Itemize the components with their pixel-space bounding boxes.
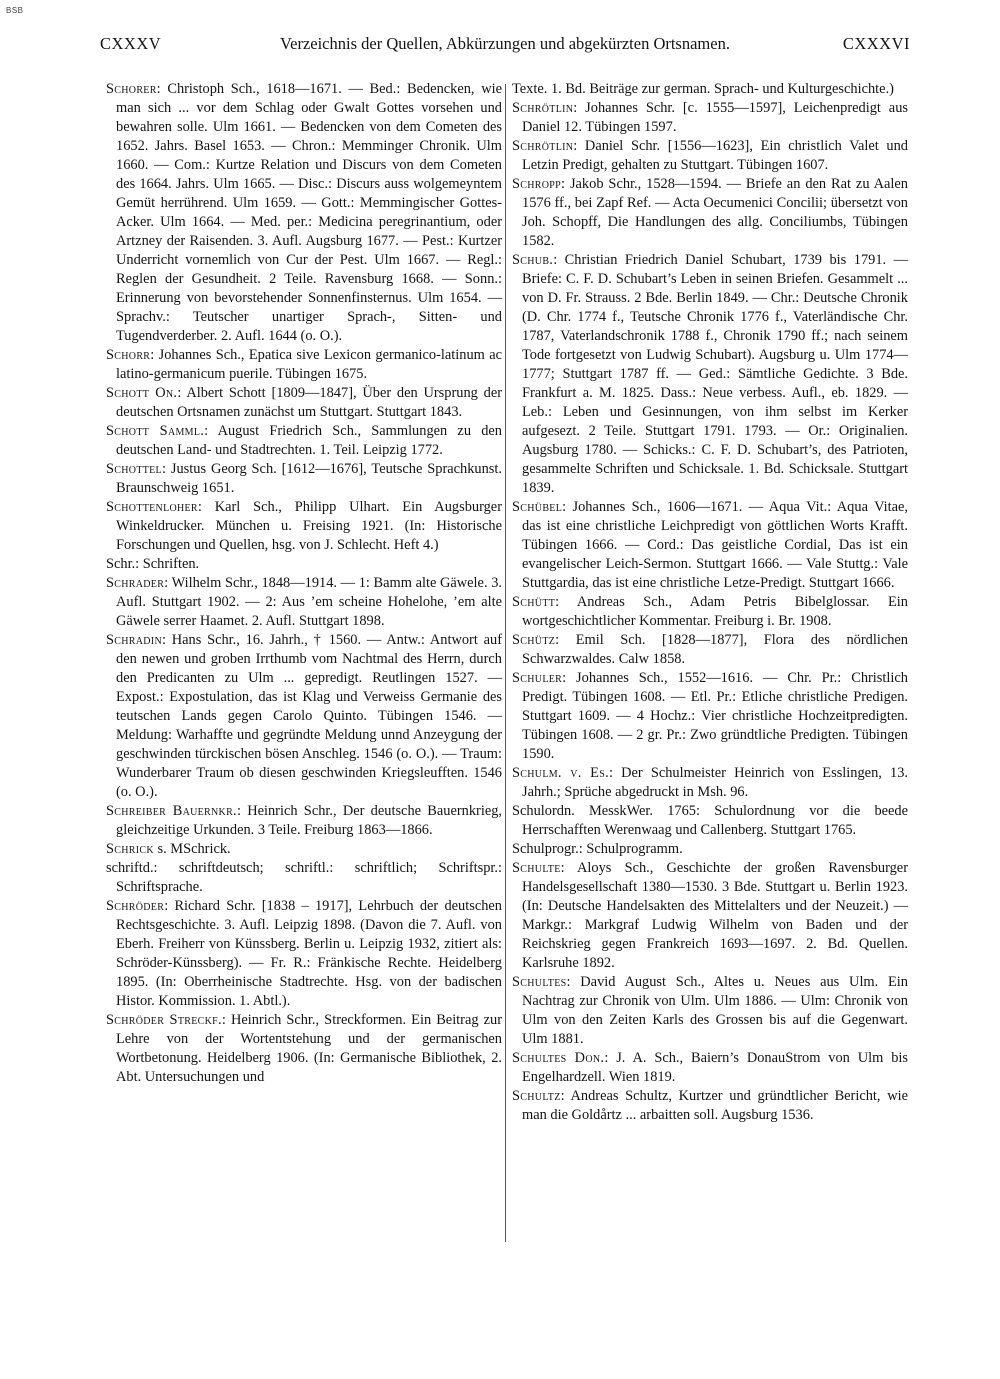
entry-text: : August Friedrich Sch., Sammlungen zu den deutschen Land- und Stadtrechten. 1. Teil. Leipzig 1772. [116,423,503,458]
bibliography-entry [106,840,502,859]
entry-abbreviation: Schrötlin [512,138,574,154]
column-divider [505,84,506,1242]
bibliography-entry [512,631,908,669]
entry-text: : Andreas Schultz, Kurtzer und gründtlicher Bericht, wie man die Goldårtz ... arbaitten soll. Augsburg 1536. [522,1088,908,1123]
bibliography-entry [512,137,908,175]
entry-text: : Johannes Schr. [c. 1555—1597], Leichenpredigt aus Daniel 12. Tübingen 1597. [522,100,908,135]
entry-text: : Justus Georg Sch. [1612—1676], Teutsche Sprachkunst. Braunschweig 1651. [116,461,502,496]
entry-text: : Wilhelm Schr., 1848—1914. — 1: Bamm alte Gäwele. 3. Aufl. Stuttgart 1902. — 2: Aus ’em scheine Hohelohe, ’em alte Gäwele serrer Haamet. 2. Aufl. Stuttgart 1898. [116,575,502,629]
bibliography-entry [106,802,502,840]
entry-text: : Christoph Sch., 1618—1671. — Bed.: Bedencken, wie man sich ... vor dem Schlag oder Gwalt Gottes vorsehen und bewahren solle. Ulm 1661. — Bedencken von dem Cometen des 1652. Jahrs. Basel 1653. — Chron.: Memminger Chronik. Ulm 1660. — Com.: Kurtze Relation und Discurs von dem Cometen des 1664. Jahrs. Ulm 1665. — Disc.: Discurs auss wolgemeyntem Gemüt herrührend. Ulm 1659. — Gott.: Memmingischer Gottes-Acker. Ulm 1664. — Med. per.: Medicina peregrinantium, oder Artzney der Raisenden. 3. Aufl. Augsburg 1677. — Pest.: Kurtzer Underricht vornemlich von Cur der Pest. Ulm 1667. — Regl.: Reglen der Gesundheit. 2 Teile. Ravensburg 1668. — Sonn.: Erinnerung von bevorstehender Sonnenfinsternus. Ulm 1654. — Sprachv.: Teutscher unartiger Sprach-, Sitten- und Tugendverderber. 2. Aufl. 1644 (o. O.). [116,81,502,344]
bibliography-entry [512,175,908,251]
entry-text: schriftd.: schriftdeutsch; schriftl.: schriftlich; Schriftspr.: Schriftsprache. [106,860,502,895]
entry-text: : Emil Sch. [1828—1877], Flora des nördlichen Schwarzwaldes. Calw 1858. [522,632,908,667]
entry-abbreviation: Schröder [106,898,165,914]
entry-text: : Daniel Schr. [1556—1623], Ein christlich Valet und Letzin Predigt, gehalten zu Stuttgart. Tübingen 1607. [522,138,908,173]
entry-abbreviation: Schuler [512,670,563,686]
bibliography-entry [512,764,908,802]
page-number-left: CXXXV [100,34,162,53]
entry-text: : Karl Sch., Philipp Ulhart. Ein Augsburger Winkeldrucker. München u. Freising 1921. (In: Historische Forschungen und Quellen, hsg. von J. Schlecht. Heft 4.) [116,499,502,553]
bibliography-entry [106,555,502,574]
bibliography-entry [106,574,502,631]
entry-text: : Heinrich Schr., Der deutsche Bauernkrieg, gleichzeitige Urkunden. 3 Teile. Freiburg 1863—1866. [116,803,502,838]
entry-abbreviation: Schropp [512,176,562,192]
left-column [106,80,502,1087]
entry-abbreviation: Schulte [512,860,561,876]
bibliography-entry [512,859,908,973]
entry-text: : David August Sch., Altes u. Neues aus Ulm. Ein Nachtrag zur Chronik von Ulm. Ulm 1886. — Ulm: Chronik von Ulm von den Zeiten Karls des Grossen bis auf die Gegenwart. Ulm 1881. [522,974,908,1047]
page-number-right: CXXXVI [842,34,910,53]
bibliography-entry [106,498,502,555]
bibliography-entry [512,840,908,859]
entry-text: : Heinrich Schr., Streckformen. Ein Beitrag zur Lehre von der Wortentstehung und der germanischen Wortbetonung. Heidelberg 1906. (In: Germanische Bibliothek, 2. Abt. Untersuchungen und [116,1012,502,1085]
entry-text: : Albert Schott [1809—1847], Über den Ursprung der deutschen Ortsnamen zunächst um Stuttgart. Stuttgart 1843. [116,385,502,420]
entry-text: Schr.: Schriften. [106,556,200,572]
bibliography-entry [512,1087,908,1125]
entry-text: : Johannes Sch., 1606—1671. — Aqua Vit.: Aqua Vitae, das ist eine christliche Leichpredigt von göttlichen Worts Krafft. Tübingen 1666. — Cord.: Das geistliche Cordial, Das ist ein evangelischer Leich-Sermon. Stuttgart 1666. — Vale Stuttg.: Vale Stuttgardia, das ist eine christliche Letze-Predigt. Stuttgart 1666. [522,499,908,591]
bibliography-entry [106,859,502,897]
bibliography-entry [106,631,502,802]
entry-abbreviation: Schrötlin [512,100,574,116]
entry-abbreviation: Schorr [106,347,151,363]
bibliography-entry [512,973,908,1049]
library-stamp: BSB [6,6,24,15]
entry-abbreviation: Schub. [512,252,554,268]
entry-text: : Jakob Schr., 1528—1594. — Briefe an den Rat zu Aalen 1576 ff., bei Zapf Ref. — Acta Oecumenici Concilii; übersetzt von Joh. Schopff, Die Handlungen des allg. Conciliumbs, Tübingen 1582. [522,176,908,249]
bibliography-entry [106,384,502,422]
bibliography-entry [512,80,908,99]
entry-abbreviation: Schradin [106,632,162,648]
right-column [512,80,908,1125]
entry-text: : Der Schulmeister Heinrich von Esslingen, 13. Jahrh.; Sprüche abgedruckt in Msh. 96. [522,765,908,800]
entry-text: Schulordn. MesskWer. 1765: Schulordnung vor die beede Herrschafften Werenwaag und Callenberg. Stuttgart 1765. [512,803,908,838]
entry-abbreviation: Schübel [512,499,563,515]
entry-abbreviation: Schütz [512,632,556,648]
entry-text: : Richard Schr. [1838 – 1917], Lehrbuch der deutschen Rechtsgeschichte. 3. Aufl. Leipzig 1898. (Davon die 7. Aufl. von Eberh. Freiherr von Künssberg. Berlin u. Leipzig 1932, zitiert als: Schröder-Künssberg). — Fr. R.: Fränkische Rechte. Heidelberg 1895. (In: Oberrheinische Stadtrechte. Hsg. von der badischen Histor. Kommission. 1. Abtl.). [116,898,502,1009]
entry-abbreviation: Schottenloher [106,499,198,515]
entry-text: : Johannes Sch., Epatica sive Lexicon germanico-latinum ac latino-germanicum puerile. Tübingen 1675. [116,347,502,382]
entry-abbreviation: Schultes [512,974,567,990]
entry-abbreviation: Schütt [512,594,556,610]
bibliography-entry [512,1049,908,1087]
bibliography-entry [512,498,908,593]
entry-abbreviation: Schrick [106,841,154,857]
entry-abbreviation: Schultz [512,1088,561,1104]
entry-text: : Hans Schr., 16. Jahrh., † 1560. — Antw.: Antwort auf den newen und groben Irrthumb vom Nachtmal des Herrn, durch den Predicanten zu Ulm ... gepredigt. Reutlingen 1527. — Expost.: Expostulation, das ist Klag und Verweiss Germanie des teutschen Lands gegen Carolo Quinto. Tübingen 1546. — Meldung: Warhaffte und gegründte Meldung unnd Anzeygung der geschwinden türckischen bösen Anschleg. 1546 (o. O.). — Traum: Wunderbarer Traum ob diesen geschwinden Kriegsleufften. 1546 (o. O.). [116,632,502,800]
entry-abbreviation: Schultes Don. [512,1050,605,1066]
bibliography-entry [106,897,502,1011]
entry-abbreviation: Schulm. v. Es. [512,765,609,781]
entry-text: Schulprogr.: Schulprogramm. [512,841,683,857]
entry-text: : J. A. Sch., Baiern’s DonauStrom von Ulm bis Engelhardzell. Wien 1819. [522,1050,908,1085]
entry-text: : Christian Friedrich Daniel Schubart, 1739 bis 1791. — Briefe: C. F. D. Schubart’s Leben in seinen Briefen. Gesammelt ... von D. Fr. Strauss. 2 Bde. Berlin 1849. — Chr.: Deutsche Chronik (D. Chr. 1774 f., Teutsche Chronik 1776 f., Vaterländische Chr. 1787, Vaterlandschronik 1788 f., Chronik 1790 ff.; nach seinem Tode fortgesetzt von Ludwig Schubart). Augsburg u. Ulm 1774—1777; Stuttgart 1787 ff. — Ged.: Sämtliche Gedichte. 3 Bde. Frankfurt a. M. 1825. Dass.: Neue verbess. Aufl., eb. 1829. — Leb.: Leben und Gesinnungen, von ihm selbst im Kerker aufgesezt. 2 Teile. Stuttgart 1791. 1793. — Or.: Originalien. Augsburg 1780. — Schicks.: C. F. D. Schubart’s, des Patrioten, gesammelte Schriften und Schicksale. 1. Bd. Schicksale. Stuttgart 1839. [522,252,908,496]
bibliography-entry [512,802,908,840]
entry-text: : Johannes Sch., 1552—1616. — Chr. Pr.: Christlich Predigt. Tübingen 1608. — Etl. Pr.: Etliche christliche Predigen. Stuttgart 1609. — 4 Hochz.: Vier christliche Hochzeitpredigten. Tübingen 1608. — 2 gr. Pr.: Zwo gründtliche Predigten. Tübingen 1590. [522,670,908,762]
bibliography-entry [512,251,908,498]
bibliography-entry [512,669,908,764]
bibliography-entry [106,346,502,384]
entry-abbreviation: Schott Samml. [106,423,205,439]
bibliography-entry [106,460,502,498]
entry-abbreviation: Schröder Streckf. [106,1012,222,1028]
bibliography-entry [106,80,502,346]
entry-text: s. MSchrick. [153,841,231,857]
entry-abbreviation: Schrader [106,575,165,591]
entry-abbreviation: Schorer [106,81,157,97]
bibliography-entry [106,1011,502,1087]
bibliography-entry [512,99,908,137]
entry-abbreviation: Schottel [106,461,162,477]
entry-text: Texte. 1. Bd. Beiträge zur german. Sprach- und Kulturgeschichte.) [512,81,894,97]
entry-text: : Andreas Sch., Adam Petris Bibelglossar. Ein wortgeschichtlicher Kommentar. Freiburg i. Br. 1908. [522,594,908,629]
entry-text: : Aloys Sch., Geschichte der großen Ravensburger Handelsgesellschaft 1380—1530. 3 Bde. Stuttgart u. Berlin 1923. (In: Deutsche Handelsakten des Mittelalters und der Neuzeit.) — Markgr.: Markgraf Ludwig Wilhelm von Baden und der Reichskrieg gegen Frankreich 1693—1697. 2. Bd. Quellen. Karlsruhe 1892. [522,860,908,971]
page-header [100,34,910,58]
bibliography-entry [512,593,908,631]
entry-abbreviation: Schreiber Bauernkr. [106,803,237,819]
running-title: Verzeichnis der Quellen, Abkürzungen und abgekürzten Ortsnamen. [280,34,730,53]
bibliography-entry [106,422,502,460]
entry-abbreviation: Schott On. [106,385,178,401]
